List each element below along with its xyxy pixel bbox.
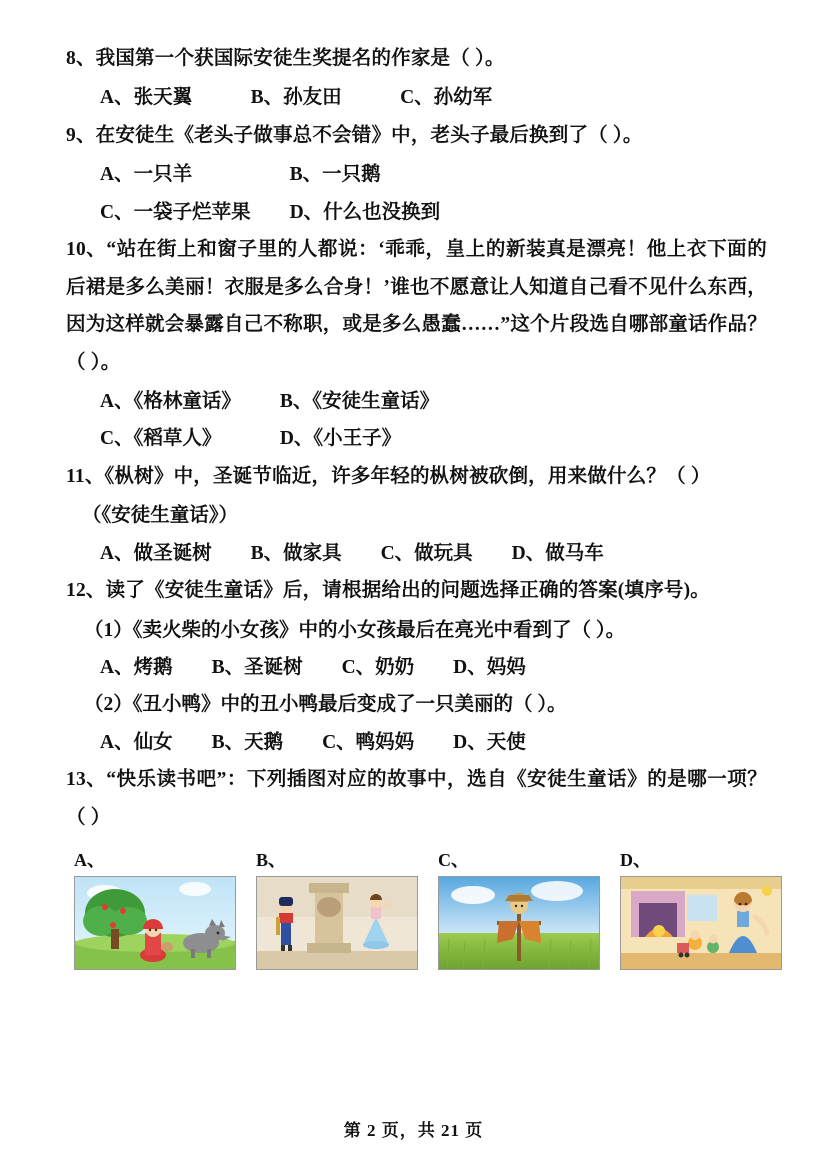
question-12-sub-1-stem: （1）《卖火柴的小女孩》中的小女孩最后在亮光中看到了（ ）。 [84, 619, 626, 641]
question-10-options-line-2: C、《稻草人》 D、《小王子》 [100, 428, 402, 450]
image-option-a [74, 846, 234, 970]
page-footer: 第 2 页，共 21 页 [343, 1121, 484, 1140]
question-11-options: A、做圣诞树 B、做家具 C、做玩具 D、做马车 [100, 542, 604, 564]
question-12-sub-2-stem: （2）《丑小鸭》中的丑小鸭最后变成了一只美丽的（ ）。 [84, 694, 567, 716]
question-11-source: （《安徒生童话》） [82, 505, 239, 527]
image-option-d [620, 846, 780, 970]
image-option-c [438, 846, 598, 970]
question-9-options-line-2: C、一袋子烂苹果 D、什么也没换到 [100, 201, 441, 223]
question-12-sub-2-options: A、仙女 B、天鹅 C、鸭妈妈 D、天使 [100, 731, 526, 753]
image-option-b-thumbnail [256, 876, 418, 970]
image-option-a-label: A、 [74, 850, 105, 871]
image-option-d-thumbnail [620, 876, 782, 970]
question-10-stem: 10、“站在街上和窗子里的人都说：‘乖乖，皇上的新装真是漂亮！他上衣下面的后裙是多么美丽！衣服是多么合身！’谁也不愿意让人知道自己看不见什么东西，因为这样就会暴露自己不称职，或是多么愚蠢……”这个片段选自哪部童话作品？（ ）。 [66, 239, 767, 373]
question-10-options-line-1: A、《格林童话》 B、《安徒生童话》 [100, 390, 440, 412]
question-9-options-line-1: A、一只羊 B、一只鹅 [100, 164, 381, 186]
image-option-a-thumbnail [74, 876, 236, 970]
image-option-c-thumbnail [438, 876, 600, 970]
question-12-stem: 12、读了《安徒生童话》后，请根据给出的问题选择正确的答案(填序号)。 [66, 580, 710, 602]
question-11-stem: 11、《枞树》中，圣诞节临近，许多年轻的枞树被砍倒，用来做什么？（ ） [66, 465, 711, 487]
image-option-b [256, 846, 416, 970]
question-13-image-options [66, 846, 767, 970]
image-option-b-label: B、 [256, 850, 287, 871]
image-option-c-label: C、 [438, 850, 469, 871]
image-option-d-label: D、 [620, 850, 651, 871]
question-12-sub-1-options: A、烤鹅 B、圣诞树 C、奶奶 D、妈妈 [100, 657, 526, 678]
question-8-stem: 8、我国第一个获国际安徒生奖提名的作家是（ ）。 [66, 48, 505, 69]
question-13-stem: 13、“快乐读书吧”：下列插图对应的故事中，选自《安徒生童话》的是哪一项？（ ） [66, 769, 767, 828]
question-9-stem: 9、在安徒生《老头子做事总不会错》中，老头子最后换到了（ ）。 [66, 124, 643, 146]
question-8-options: A、张天翼 B、孙友田 C、孙幼军 [100, 87, 493, 109]
